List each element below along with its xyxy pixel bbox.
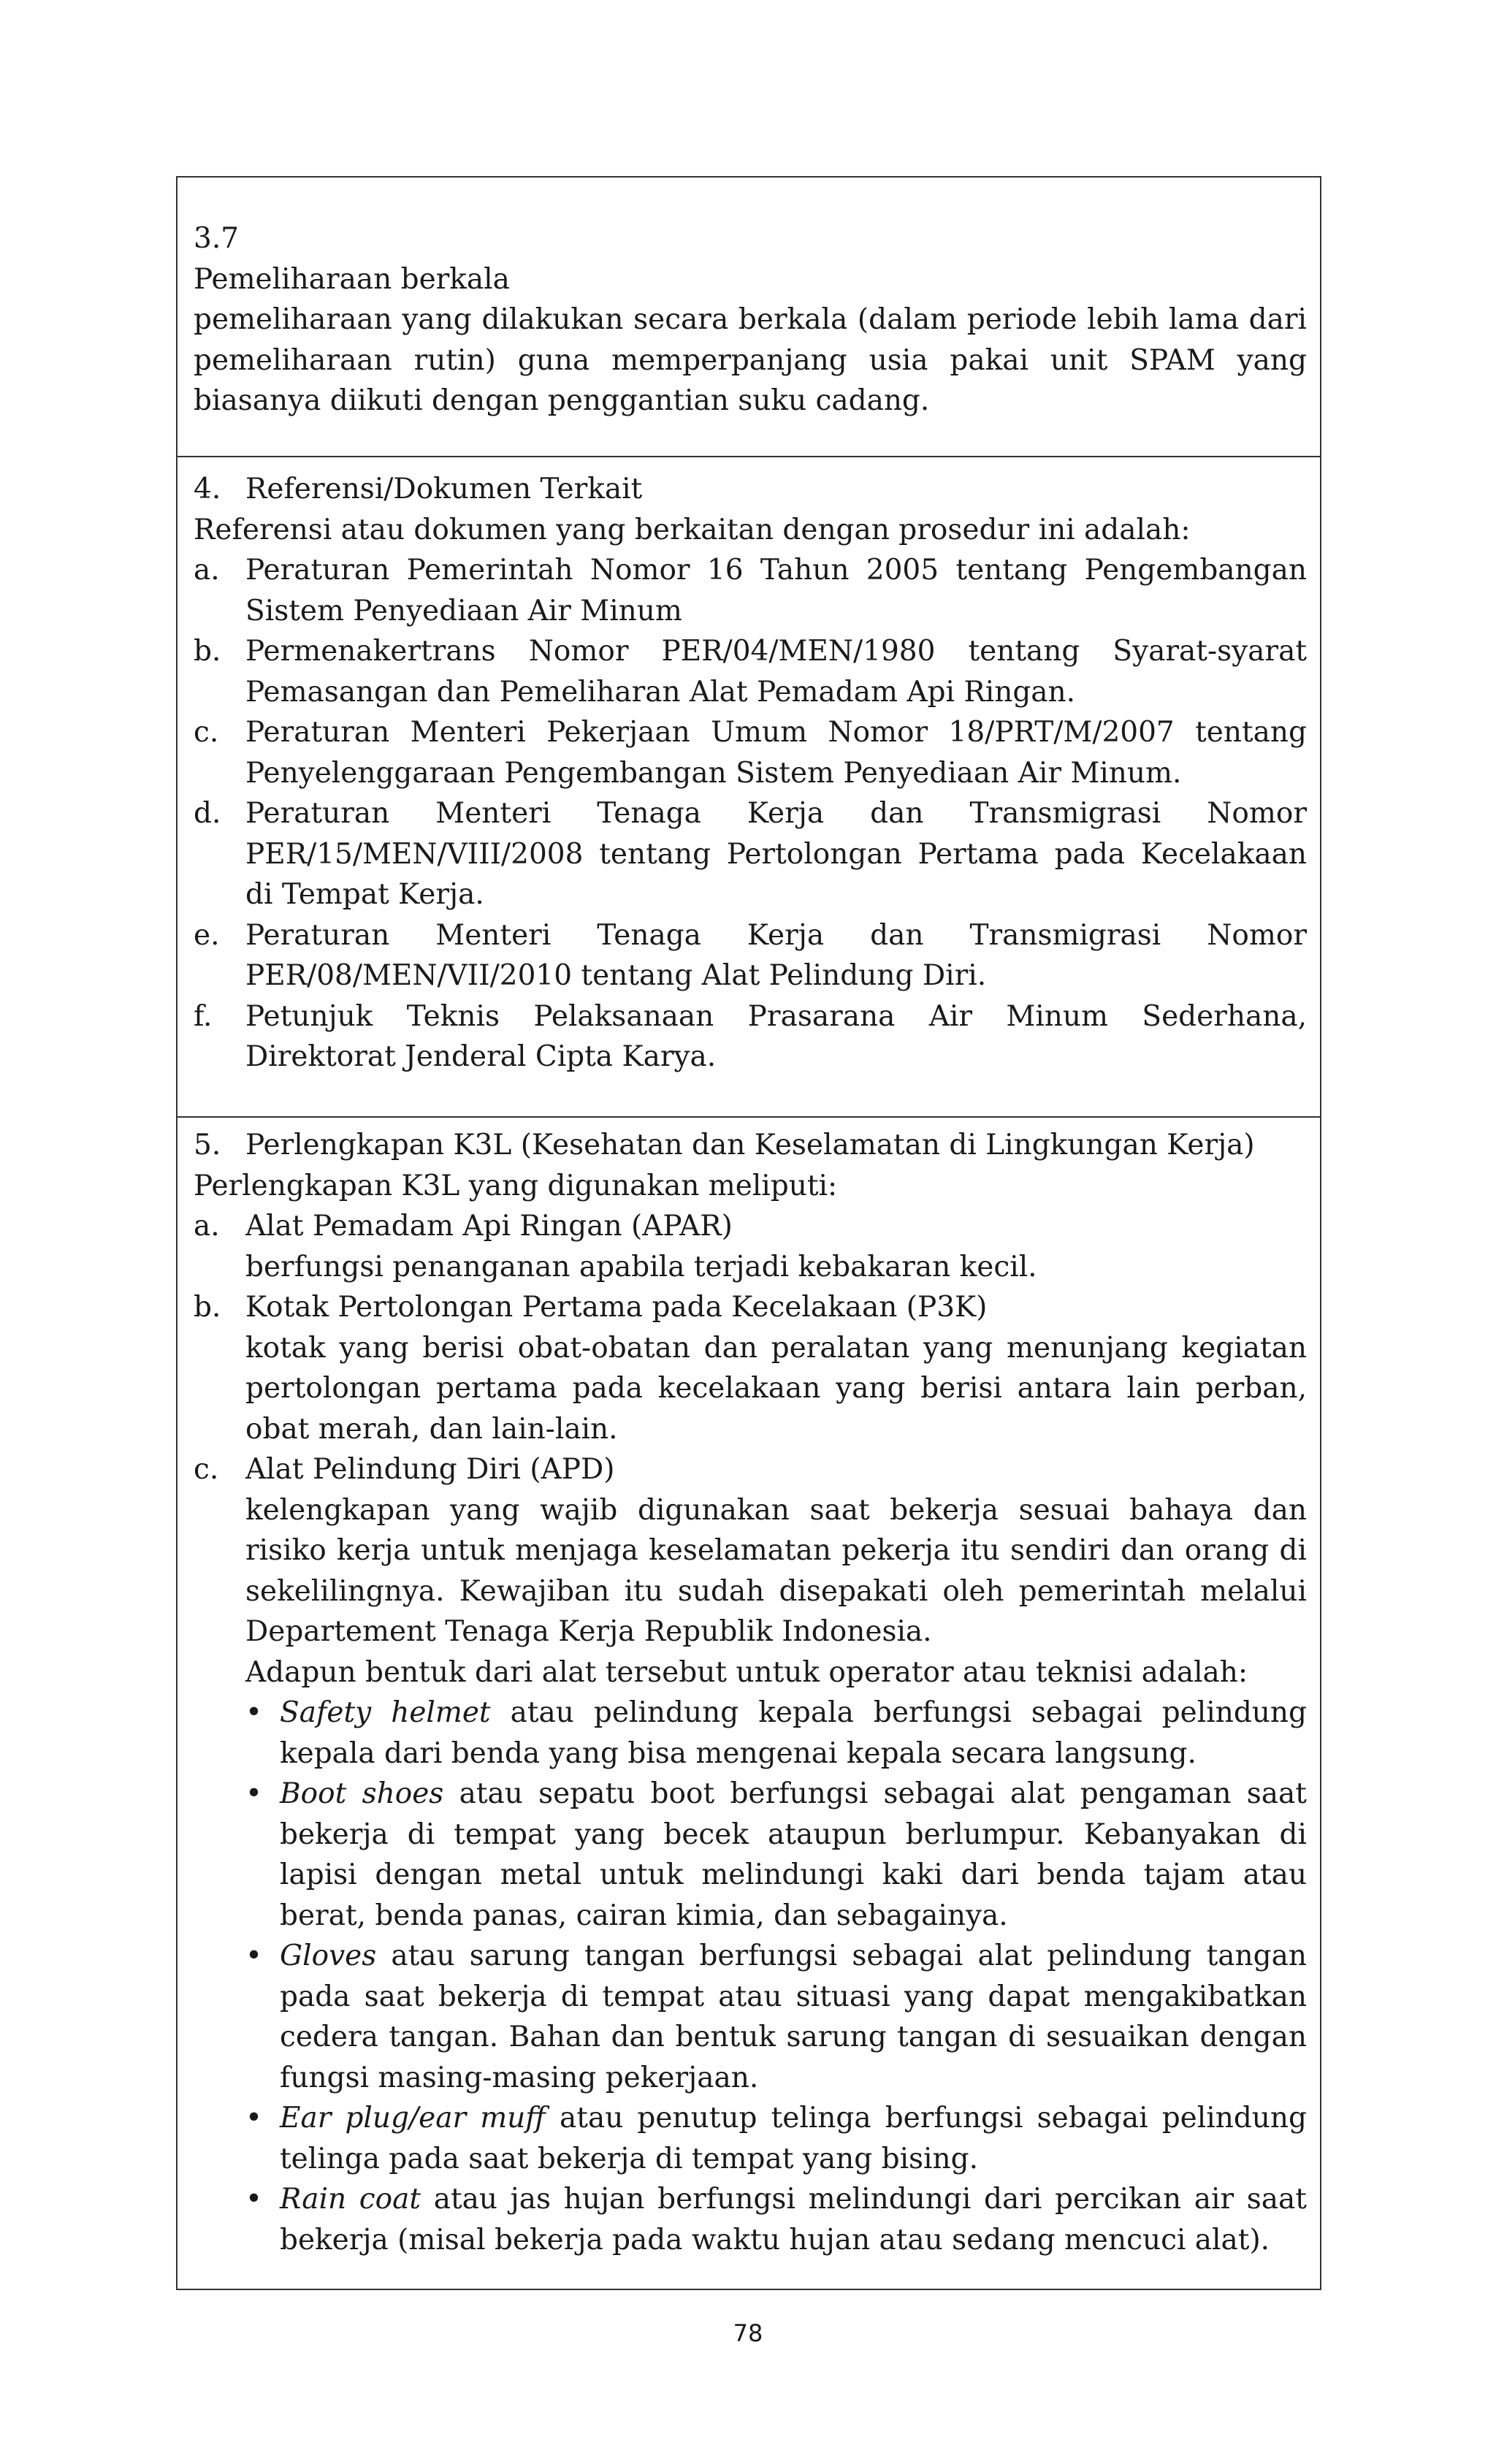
item-marker: b.	[194, 1291, 221, 1324]
item-description: kelengkapan yang wajib digunakan saat bekerja sesuai bahaya dan risiko kerja untuk menjaga keselamatan pekerja itu sendiri dan orang di sekelilingnya. Kewajiban itu sudah disepakati oleh pemerintah melalui Departement Tenaga Kerja Republik Indonesia.	[245, 1493, 1307, 1648]
bullet-item	[194, 1774, 1307, 1936]
section-intro: Referensi atau dokumen yang berkaitan dengan prosedur ini adalah:	[194, 513, 1191, 546]
item-marker: c.	[194, 716, 219, 749]
item-marker: b.	[194, 635, 221, 668]
heading-title: Referensi/Dokumen Terkait	[245, 473, 643, 506]
item-marker: d.	[194, 797, 221, 830]
bullet-text: atau pelindung kepala berfungsi sebagai pelindung kepala dari benda yang bisa mengenai kepala secara langsung.	[280, 1696, 1307, 1770]
list-item-apd	[194, 1449, 1307, 1490]
item-lead: Adapun bentuk dari alat tersebut untuk operator atau teknisi adalah:	[245, 1655, 1248, 1689]
section-4-references	[178, 457, 1320, 1118]
section-intro: Perlengkapan K3L yang digunakan meliputi:	[194, 1169, 838, 1202]
section-number: 3.7	[194, 222, 240, 255]
bullet-icon: •	[245, 2102, 263, 2135]
bullet-term: Safety helmet	[280, 1696, 491, 1729]
bullet-icon: •	[245, 2183, 263, 2216]
item-marker: a.	[194, 1210, 220, 1243]
list-item-apar	[194, 1206, 1307, 1247]
item-text: Permenakertrans Nomor PER/04/MEN/1980 tentang Syarat-syarat Pemasangan dan Pemeliharan Alat Pemadam Api Ringan.	[245, 635, 1307, 709]
item-text: Peraturan Pemerintah Nomor 16 Tahun 2005 tentang Pengembangan Sistem Penyediaan Air Minum	[245, 554, 1307, 628]
bullet-term: Boot shoes	[280, 1777, 444, 1810]
bullet-term: Ear plug/ear muff	[280, 2102, 546, 2135]
section-heading	[194, 1125, 1307, 1166]
bullet-text: atau jas hujan berfungsi melindungi dari percikan air saat bekerja (misal bekerja pada waktu hujan atau sedang mencuci alat).	[280, 2183, 1307, 2257]
bullet-item	[194, 1936, 1307, 2098]
bullet-text: atau penutup telinga berfungsi sebagai pelindung telinga pada saat bekerja di tempat yang bising.	[280, 2102, 1307, 2175]
bullet-text: atau sepatu boot berfungsi sebagai alat pengaman saat bekerja di tempat yang becek ataupun berlumpur. Kebanyakan di lapisi dengan metal untuk melindungi kaki dari benda tajam atau berat, benda panas, cairan kimia, dan sebagainya.	[280, 1777, 1307, 1932]
list-item	[194, 631, 1307, 712]
document-frame	[176, 176, 1321, 2290]
bullet-icon: •	[245, 1696, 263, 1729]
page-number: 78	[733, 2319, 763, 2347]
section-definition: pemeliharaan yang dilakukan secara berkala (dalam periode lebih lama dari pemeliharaan rutin) guna memperpanjang usia pakai unit SPAM yang biasanya diikuti dengan penggantian suku cadang.	[194, 303, 1307, 417]
list-item	[194, 550, 1307, 631]
section-term: Pemeliharaan berkala	[194, 262, 510, 296]
list-item-p3k	[194, 1287, 1307, 1328]
item-marker: e.	[194, 918, 220, 952]
section-3-7	[178, 178, 1320, 457]
list-item	[194, 793, 1307, 915]
bullet-item	[194, 1693, 1307, 1774]
item-description: kotak yang berisi obat-obatan dan peralatan yang menunjang kegiatan pertolongan pertama pada kecelakaan yang berisi antara lain perban, obat merah, dan lain-lain.	[245, 1331, 1307, 1446]
item-title: Alat Pemadam Api Ringan (APAR)	[245, 1210, 733, 1243]
list-item	[194, 996, 1307, 1077]
section-heading	[194, 469, 1307, 510]
item-marker: c.	[194, 1453, 219, 1486]
bullet-item	[194, 2098, 1307, 2179]
list-item	[194, 712, 1307, 793]
item-title: Alat Pelindung Diri (APD)	[245, 1453, 615, 1486]
bullet-item	[194, 2179, 1307, 2260]
section-5-k3l	[178, 1118, 1320, 2289]
heading-number: 4.	[194, 473, 221, 506]
heading-number: 5.	[194, 1129, 221, 1162]
bullet-term: Rain coat	[280, 2183, 421, 2216]
heading-title: Perlengkapan K3L (Kesehatan dan Keselamatan di Lingkungan Kerja)	[245, 1129, 1255, 1162]
bullet-icon: •	[245, 1939, 263, 1972]
item-description: berfungsi penanganan apabila terjadi kebakaran kecil.	[245, 1250, 1037, 1284]
item-marker: f.	[194, 999, 213, 1033]
item-text: Peraturan Menteri Pekerjaan Umum Nomor 18/PRT/M/2007 tentang Penyelenggaraan Pengembangan Sistem Penyediaan Air Minum.	[245, 716, 1307, 790]
bullet-text: atau sarung tangan berfungsi sebagai alat pelindung tangan pada saat bekerja di tempat atau situasi yang dapat mengakibatkan cedera tangan. Bahan dan bentuk sarung tangan di sesuaikan dengan fungsi masing-masing pekerjaan.	[280, 1939, 1307, 2094]
bullet-icon: •	[245, 1777, 263, 1810]
item-text: Petunjuk Teknis Pelaksanaan Prasarana Air Minum Sederhana, Direktorat Jenderal Cipta Karya.	[245, 999, 1307, 1073]
item-marker: a.	[194, 554, 220, 587]
item-title: Kotak Pertolongan Pertama pada Kecelakaan (P3K)	[245, 1291, 988, 1324]
bullet-term: Gloves	[280, 1939, 377, 1972]
list-item	[194, 915, 1307, 996]
item-text: Peraturan Menteri Tenaga Kerja dan Transmigrasi Nomor PER/15/MEN/VIII/2008 tentang Pertolongan Pertama pada Kecelakaan di Tempat Kerja.	[245, 797, 1307, 911]
item-text: Peraturan Menteri Tenaga Kerja dan Transmigrasi Nomor PER/08/MEN/VII/2010 tentang Alat Pelindung Diri.	[245, 918, 1307, 992]
